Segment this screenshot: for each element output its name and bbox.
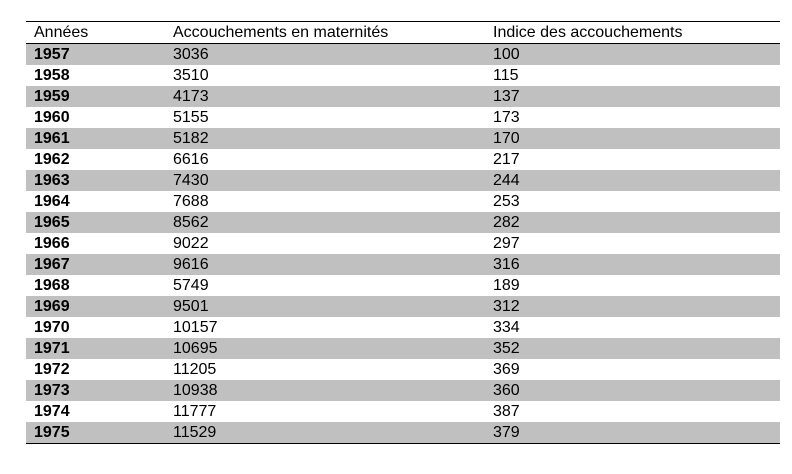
cell-births: 6616	[173, 151, 209, 168]
cell-year: 1971	[26, 338, 165, 359]
cell-year: 1973	[26, 380, 165, 401]
cell-index: 352	[485, 338, 780, 359]
cell-births: 9616	[165, 254, 485, 275]
cell-births: 7430	[165, 170, 485, 191]
cell-births: 3036	[165, 44, 485, 66]
table-row	[26, 296, 780, 317]
table-row	[26, 254, 780, 275]
cell-year: 1961	[26, 128, 165, 149]
cell-year: 1967	[26, 254, 165, 275]
cell-births: 11777	[173, 403, 217, 420]
cell-births: 4173	[165, 86, 485, 107]
table-row	[26, 191, 780, 212]
table-row	[26, 170, 780, 191]
table-row	[26, 233, 780, 254]
table-row	[26, 128, 780, 149]
table-row	[26, 44, 780, 66]
table-body	[26, 44, 780, 444]
cell-index: 312	[485, 296, 780, 317]
cell-births: 10157	[173, 319, 218, 336]
cell-year: 1962	[34, 151, 70, 168]
cell-year: 1958	[34, 67, 70, 84]
cell-index: 217	[493, 151, 520, 168]
table-row	[26, 275, 780, 296]
cell-index: 137	[485, 86, 780, 107]
cell-births: 5749	[173, 277, 209, 294]
table-row	[26, 212, 780, 233]
cell-year: 1964	[34, 193, 70, 210]
cell-year: 1965	[26, 212, 165, 233]
cell-year: 1968	[34, 277, 70, 294]
table-row	[26, 338, 780, 359]
table-row	[26, 380, 780, 401]
cell-year: 1960	[34, 109, 70, 126]
cell-index: 334	[493, 319, 520, 336]
cell-index: 253	[493, 193, 520, 210]
cell-year: 1963	[26, 170, 165, 191]
cell-index: 369	[493, 361, 520, 378]
header-years: Années	[34, 24, 89, 41]
cell-births: 9022	[173, 235, 209, 252]
cell-births: 5182	[165, 128, 485, 149]
cell-index: 360	[485, 380, 780, 401]
cell-year: 1969	[26, 296, 165, 317]
cell-births: 7688	[173, 193, 209, 210]
table-row	[26, 86, 780, 107]
cell-births: 11529	[165, 422, 485, 444]
cell-year: 1970	[34, 319, 70, 336]
cell-index: 170	[485, 128, 780, 149]
cell-index: 316	[485, 254, 780, 275]
cell-births: 10695	[165, 338, 485, 359]
header-row	[26, 22, 780, 44]
cell-year: 1974	[34, 403, 70, 420]
table-row	[26, 149, 780, 170]
cell-index: 115	[493, 67, 519, 84]
data-table-container	[26, 21, 780, 444]
table-header	[26, 22, 780, 44]
cell-births: 9501	[165, 296, 485, 317]
cell-births: 11205	[173, 361, 217, 378]
header-index: Indice des accouchements	[493, 24, 683, 41]
births-table	[26, 21, 780, 444]
cell-births: 5155	[173, 109, 209, 126]
table-row	[26, 107, 780, 128]
cell-index: 282	[485, 212, 780, 233]
cell-births: 10938	[165, 380, 485, 401]
cell-year: 1975	[26, 422, 165, 444]
cell-index: 379	[485, 422, 780, 444]
header-births: Accouchements en maternités	[173, 24, 389, 41]
cell-index: 189	[493, 277, 520, 294]
table-row	[26, 359, 780, 380]
cell-index: 173	[493, 109, 520, 126]
table-row	[26, 317, 780, 338]
cell-index: 100	[485, 44, 780, 66]
table-row	[26, 422, 780, 444]
table-row	[26, 65, 780, 86]
cell-year: 1966	[34, 235, 70, 252]
cell-year: 1957	[26, 44, 165, 66]
cell-year: 1959	[26, 86, 165, 107]
cell-year: 1972	[34, 361, 70, 378]
cell-births: 3510	[173, 67, 209, 84]
cell-index: 297	[493, 235, 520, 252]
cell-index: 244	[485, 170, 780, 191]
cell-index: 387	[493, 403, 520, 420]
table-row	[26, 401, 780, 422]
cell-births: 8562	[165, 212, 485, 233]
